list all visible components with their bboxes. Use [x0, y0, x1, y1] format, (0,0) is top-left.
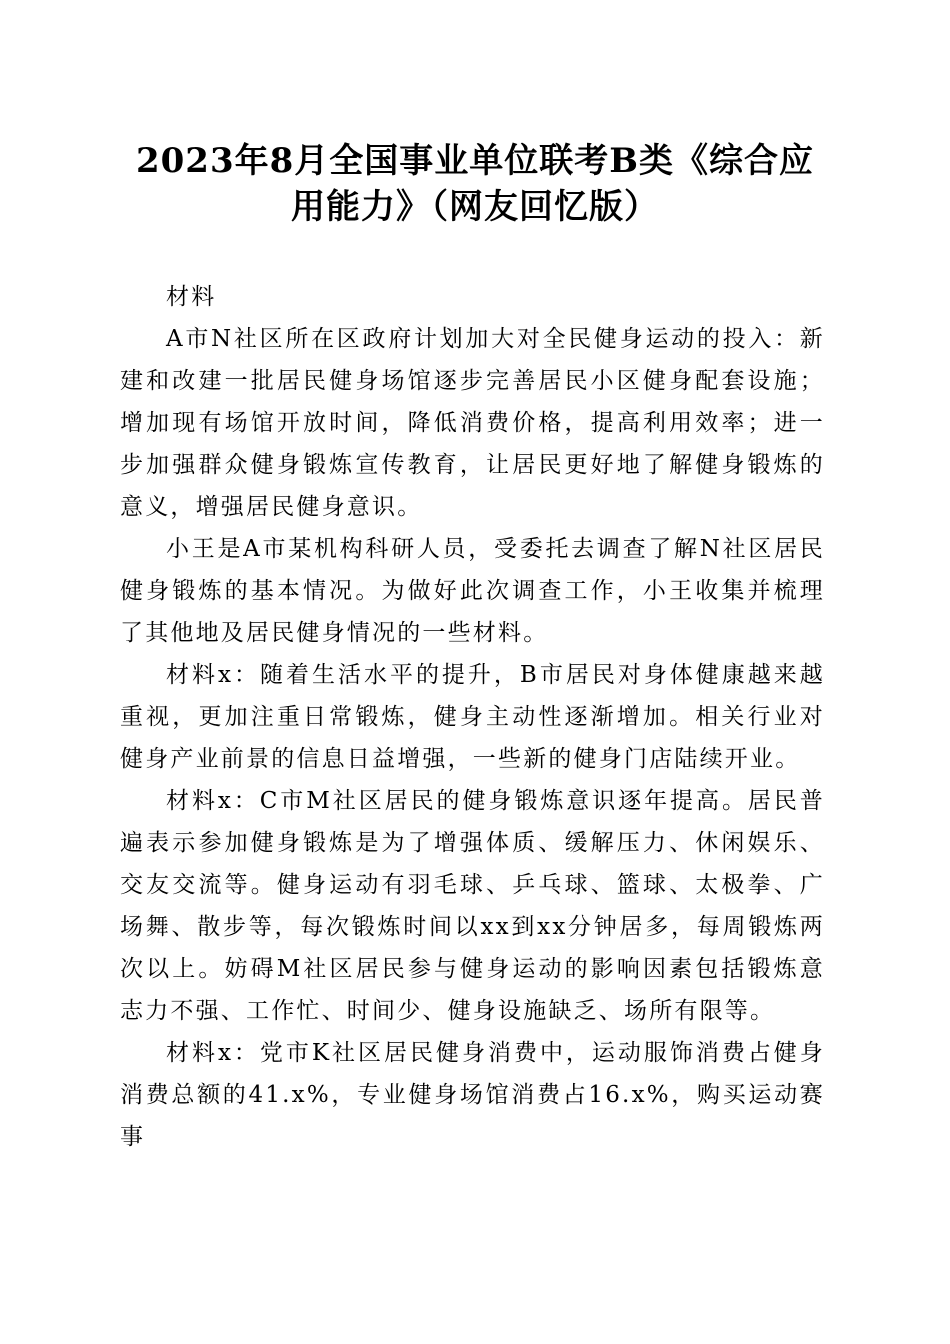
title-line-1: 2023年8月全国事业单位联考B类《综合应 [135, 141, 815, 181]
paragraph: 材料x：随着生活水平的提升，B市居民对身体健康越来越重视，更加注重日常锻炼，健身主动性逐渐增加。相关行业对健身产业前景的信息日益增强，一些新的健身门店陆续开业。 [120, 662, 825, 772]
document-body [120, 276, 825, 1158]
title-line-2: 用能力》（网友回忆版） [291, 187, 659, 227]
paragraph: 材料x：C市M社区居民的健身锻炼意识逐年提高。居民普遍表示参加健身锻炼是为了增强体质、缓解压力、休闲娱乐、交友交流等。健身运动有羽毛球、乒乓球、篮球、太极拳、广场舞、散步等，每次锻炼时间以xx到xx分钟居多，每周锻炼两次以上。妨碍M社区居民参与健身运动的影响因素包括锻炼意志力不强、工作忙、时间少、健身设施缺乏、场所有限等。 [120, 788, 825, 1024]
paragraph: 材料x：党市K社区居民健身消费中，运动服饰消费占健身消费总额的41.x%，专业健身场馆消费占16.x%，购买运动赛事 [120, 1040, 825, 1150]
paragraph: A市N社区所在区政府计划加大对全民健身运动的投入：新建和改建一批居民健身场馆逐步完善居民小区健身配套设施；增加现有场馆开放时间，降低消费价格，提高利用效率；进一步加强群众健身锻炼宣传教育，让居民更好地了解健身锻炼的意义，增强居民健身意识。 [120, 326, 825, 520]
paragraph: 小王是A市某机构科研人员，受委托去调查了解N社区居民健身锻炼的基本情况。为做好此次调查工作，小王收集并梳理了其他地及居民健身情况的一些材料。 [120, 536, 825, 646]
material-heading: 材料 [166, 284, 217, 310]
document-title [100, 138, 850, 230]
